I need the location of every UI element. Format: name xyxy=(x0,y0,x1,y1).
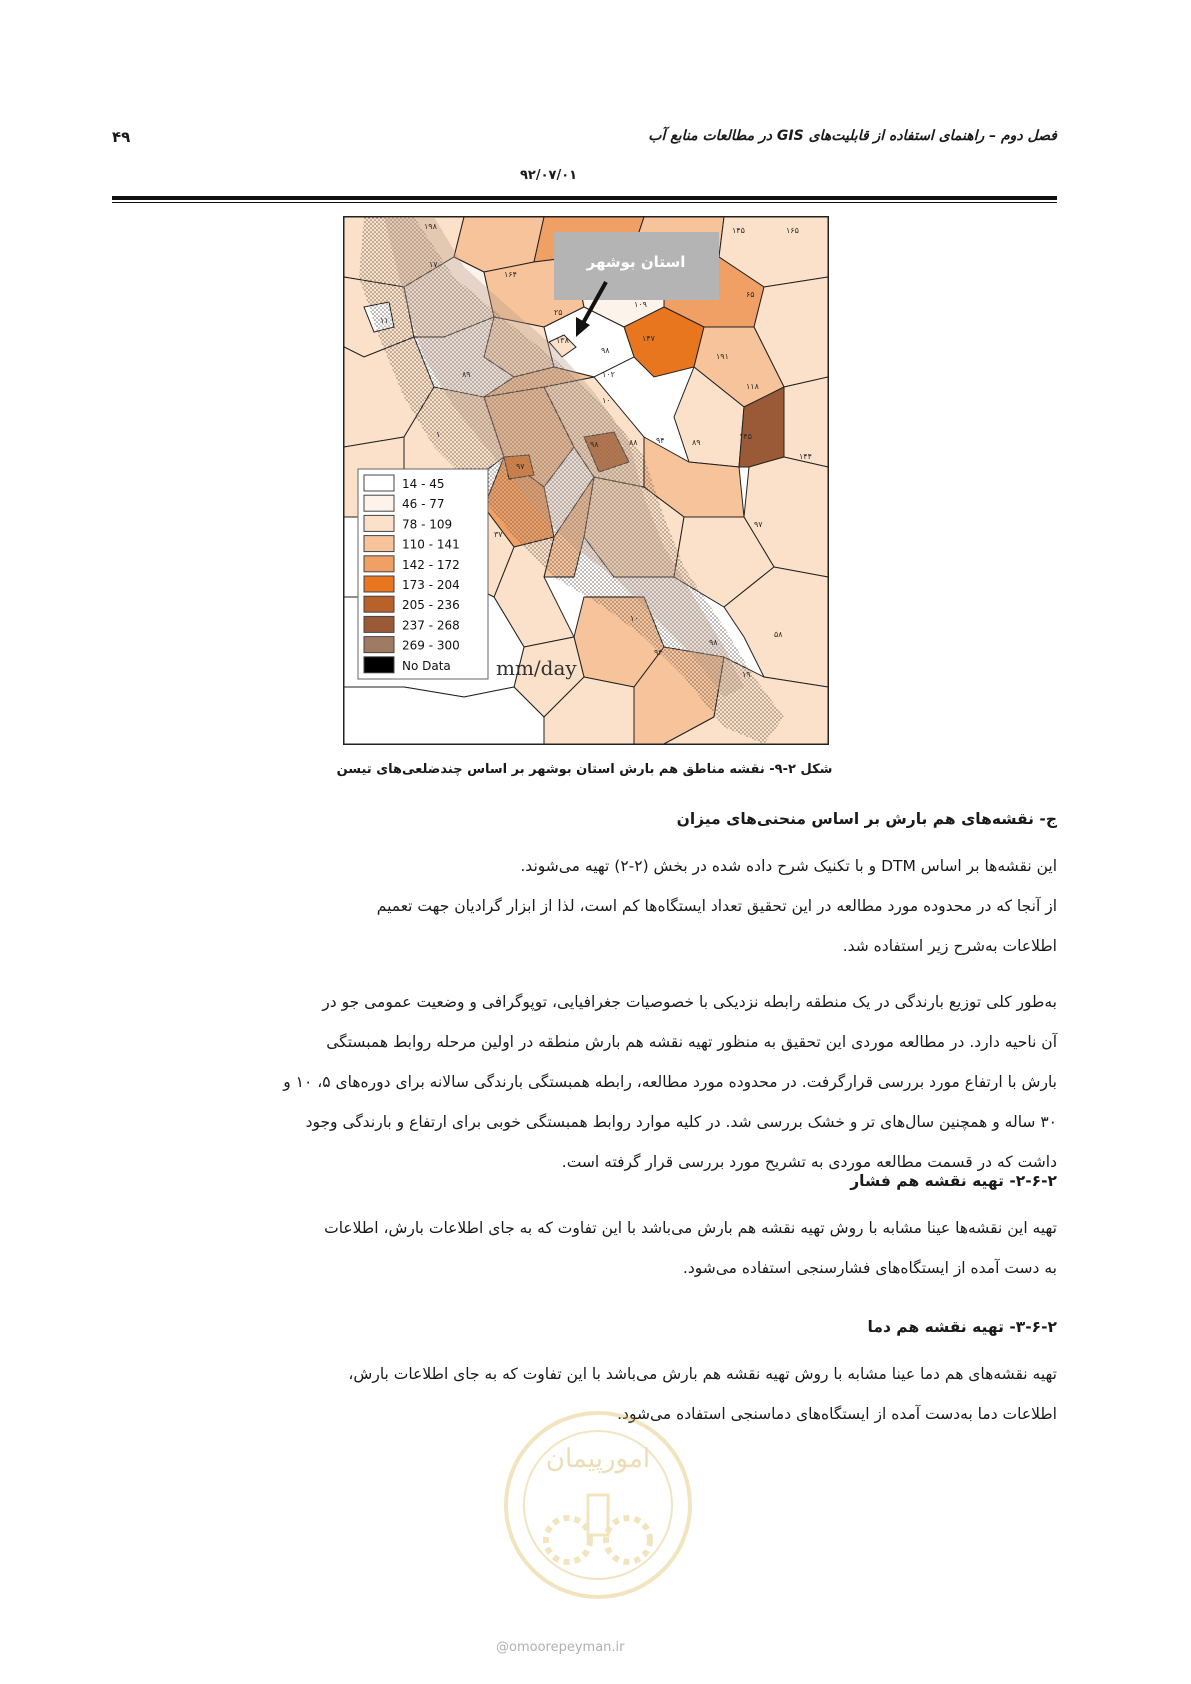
station-label: ۶۵ xyxy=(746,290,755,299)
legend-swatch xyxy=(364,515,394,531)
station-label: ۱۴۵ xyxy=(739,432,752,441)
legend-swatch xyxy=(364,657,394,673)
callout-label: استان بوشهر xyxy=(586,253,686,271)
station-label: ۹۴ xyxy=(654,648,663,657)
isohyet-map-figure xyxy=(343,216,829,745)
paragraph xyxy=(112,846,1057,886)
paragraph-line: به دست آمده از ایستگاه‌های فشارسنجی استفاده می‌شود. xyxy=(682,1259,1057,1277)
watermark-site: @omoorepeyman.ir xyxy=(496,1640,625,1655)
legend xyxy=(358,469,488,679)
station-label: ۹۷ xyxy=(516,462,525,471)
station-label: ۱۰ xyxy=(630,614,639,623)
station-label: ۳۷ xyxy=(494,530,503,539)
legend-swatch xyxy=(364,495,394,511)
station-label: ۱۰۲ xyxy=(602,370,615,379)
station-label: ۱ xyxy=(436,430,441,439)
station-label: ۱۴۷ xyxy=(642,334,655,343)
station-label: ۹۷ xyxy=(754,520,763,529)
station-label: ۱۳۸ xyxy=(556,336,569,345)
paragraph-line: ۳۰ ساله و همچنین سال‌های تر و خشک بررسی شد. در کلیه موارد روابط همبستگی خوبی برای ارتفاع و بارندگی وجود xyxy=(305,1113,1057,1131)
paragraph-line: تهیه این نقشه‌ها عینا مشابه با روش تهیه نقشه هم بارش می‌باشد با این تفاوت که به جای اطلاعات بارش، اطلاعات xyxy=(324,1219,1057,1237)
legend-swatch xyxy=(364,536,394,552)
legend-label: 237 - 268 xyxy=(402,618,460,633)
paragraph-line: آن ناحیه دارد. در مطالعه موردی این تحقیق به منظور تهیه نقشه هم بارش منطقه در اولین مرحله روابط همبستگی xyxy=(326,1033,1057,1051)
legend-swatch xyxy=(364,596,394,612)
page-number: ۴۹ xyxy=(112,128,131,146)
station-label: ۱۱۸ xyxy=(746,382,759,391)
legend-label: 14 - 45 xyxy=(402,477,445,491)
legend-swatch xyxy=(364,556,394,572)
paragraph-line: از آنجا که در محدوده مورد مطالعه در این تحقیق تعداد ایستگاه‌ها کم است، لذا از ابزار گرادیان جهت تعمیم xyxy=(376,897,1057,915)
legend-label: 78 - 109 xyxy=(402,517,453,532)
section-heading-isobar: ۲-۶-۲- تهیه نقشه هم فشار xyxy=(850,1172,1057,1190)
station-label: ۱۹۱ xyxy=(716,352,729,361)
station-label: ۹۴ xyxy=(656,436,665,445)
station-label: ۸۹ xyxy=(692,438,701,447)
figure-caption: شکل ۲-۹- نقشه مناطق هم بارش استان بوشهر بر اساس چندضلعی‌های تیسن xyxy=(336,762,833,777)
chapter-title: فصل دوم – راهنمای استفاده از قابلیت‌های GIS در مطالعات منابع آب xyxy=(648,128,1057,144)
paragraph-line: داشت که در قسمت مطالعه موردی به تشریح مورد بررسی قرار گرفته است. xyxy=(561,1153,1057,1171)
watermark-seal-text: امورپیمان xyxy=(545,1444,651,1474)
station-label: ۹۸ xyxy=(590,440,599,449)
paragraph xyxy=(112,1208,1057,1288)
paragraph-line: تهیه نقشه‌های هم دما عینا مشابه با روش تهیه نقشه هم بارش می‌باشد با این تفاوت که به جای اطلاعات بارش، xyxy=(348,1365,1057,1383)
station-label: ۲۵ xyxy=(554,308,563,317)
legend-label: 142 - 172 xyxy=(402,557,460,572)
legend-label: 173 - 204 xyxy=(402,578,460,592)
station-label: ۹۸ xyxy=(709,638,718,647)
station-label: ۱۴۴ xyxy=(799,452,812,461)
station-label: ۱۴۵ xyxy=(732,226,745,235)
station-label: ۱۶۵ xyxy=(786,226,799,235)
station-label: ۸۹ xyxy=(462,370,471,379)
paragraph-line: به‌طور کلی توزیع بارندگی در یک منطقه رابطه نزدیکی با خصوصیات جغرافیایی، توپوگرافی و وضعیت عمومی جو در xyxy=(322,993,1057,1011)
legend-label: No Data xyxy=(402,658,451,673)
paragraph-line: بارش با ارتفاع مورد بررسی قرارگرفت. در محدوده مورد مطالعه، رابطه همبستگی بارندگی سالانه برای دوره‌های ۵، ۱۰ و xyxy=(283,1073,1057,1091)
paragraph-line: این نقشه‌ها بر اساس DTM و با تکنیک شرح داده شده در بخش (۲-۲) تهیه می‌شوند. xyxy=(520,857,1057,875)
paragraph xyxy=(112,886,1057,966)
watermark-seal xyxy=(498,1405,698,1619)
legend-label: 205 - 236 xyxy=(402,598,460,613)
legend-label: 110 - 141 xyxy=(402,537,460,552)
station-label: ۱۰ xyxy=(602,396,611,405)
station-label: ۹۸ xyxy=(601,346,610,355)
header-rule-thick xyxy=(112,196,1057,200)
station-label: ۵۸ xyxy=(774,630,783,639)
unit-label: mm/day xyxy=(496,656,577,680)
station-label: ۱۷ xyxy=(429,260,438,269)
station-label: ۸۸ xyxy=(629,438,638,447)
station-label: ۱۶۴ xyxy=(504,270,517,279)
paragraph-line: اطلاعات به‌شرح زیر استفاده شد. xyxy=(842,937,1057,955)
legend-swatch xyxy=(364,475,394,491)
station-label: ۱۹۸ xyxy=(424,222,437,231)
page-header xyxy=(112,128,1057,152)
section-heading-c: ج- نقشه‌های هم بارش بر اساس منحنی‌های میزان xyxy=(676,810,1057,828)
legend-label: 269 - 300 xyxy=(402,638,460,653)
legend-swatch xyxy=(364,616,394,632)
paragraph xyxy=(112,982,1057,1182)
station-label: ۱۰۹ xyxy=(634,300,647,309)
header-rule-thin xyxy=(112,202,1057,203)
section-heading-isotherm: ۳-۶-۲- تهیه نقشه هم دما xyxy=(867,1318,1057,1336)
legend-label: 46 - 77 xyxy=(402,497,445,512)
station-label: ۱۹ xyxy=(742,670,751,679)
station-label: ۱۱ xyxy=(380,316,389,325)
paragraph-line: اطلاعات دما به‌دست آمده از ایستگاه‌های دماسنجی استفاده می‌شود. xyxy=(617,1405,1057,1423)
header-date: ۹۲/۰۷/۰۱ xyxy=(520,168,578,183)
legend-swatch xyxy=(364,637,394,653)
thiessen-map xyxy=(344,217,828,744)
legend-swatch xyxy=(364,576,394,592)
